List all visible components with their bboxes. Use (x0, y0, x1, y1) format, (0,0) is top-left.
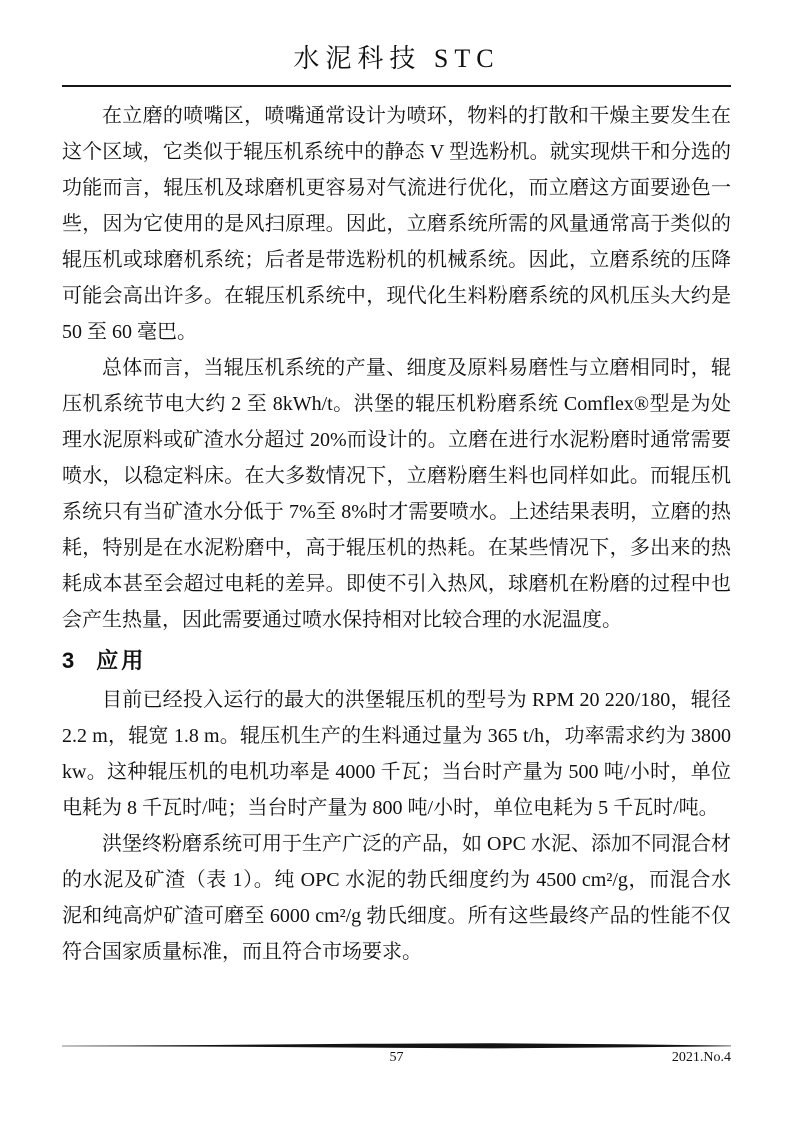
section-title: 应用 (96, 648, 147, 673)
article-body (62, 98, 731, 970)
page-number: 57 (389, 1050, 404, 1065)
section-heading (62, 641, 731, 681)
journal-title: 水泥科技 STC (293, 44, 500, 73)
footer-row (62, 1050, 731, 1068)
section-number: 3 (62, 648, 75, 673)
paragraph: 在立磨的喷嘴区，喷嘴通常设计为喷环，物料的打散和干燥主要发生在这个区域，它类似于辊压机系统中的静态 V 型选粉机。就实现烘干和分选的功能而言，辊压机及球磨机更容易对气流进行优化，而立磨这方面要逊色一些，因为它使用的是风扫原理。因此，立磨系统所需的风量通常高于类似的辊压机或球磨机系统；后者是带选粉机的机械系统。因此，立磨系统的压降可能会高出许多。在辊压机系统中，现代化生料粉磨系统的风机压头大约是 50 至 60 毫巴。 (62, 105, 731, 343)
paragraph: 洪堡终粉磨系统可用于生产广泛的产品，如 OPC 水泥、添加不同混合材的水泥及矿渣（表 1）。纯 OPC 水泥的勃氏细度约为 4500 cm²/g，而混合水泥和纯高炉矿渣可磨至 6000 cm²/g 勃氏细度。所有这些最终产品的性能不仅符合国家质量标准，而且符合市场要求。 (62, 833, 731, 963)
paragraph: 目前已经投入运行的最大的洪堡辊压机的型号为 RPM 20 220/180，辊径 2.2 m，辊宽 1.8 m。辊压机生产的生料通过量为 365 t/h，功率需求约为 3800 kw。这种辊压机的电机功率是 4000 千瓦；当台时产量为 500 吨/小时，单位电耗为 8 千瓦时/吨；当台时产量为 800 吨/小时，单位电耗为 5 千瓦时/吨。 (62, 689, 731, 819)
footer-divider-line (62, 1042, 731, 1050)
page-footer (62, 1042, 731, 1068)
paragraph: 总体而言，当辊压机系统的产量、细度及原料易磨性与立磨相同时，辊压机系统节电大约 2 至 8kWh/t。洪堡的辊压机粉磨系统 Comflex®型是为处理水泥原料或矿渣水分超过 20%而设计的。立磨在进行水泥粉磨时通常需要喷水，以稳定料床。在大多数情况下，立磨粉磨生料也同样如此。而辊压机系统只有当矿渣水分低于 7%至 8%时才需要喷水。上述结果表明，立磨的热耗，特别是在水泥粉磨中，高于辊压机的热耗。在某些情况下，多出来的热耗成本甚至会超过电耗的差异。即使不引入热风，球磨机在粉磨的过程中也会产生热量，因此需要通过喷水保持相对比较合理的水泥温度。 (62, 357, 731, 631)
issue-label: 2021.No.4 (671, 1050, 731, 1065)
page-header (62, 44, 731, 87)
